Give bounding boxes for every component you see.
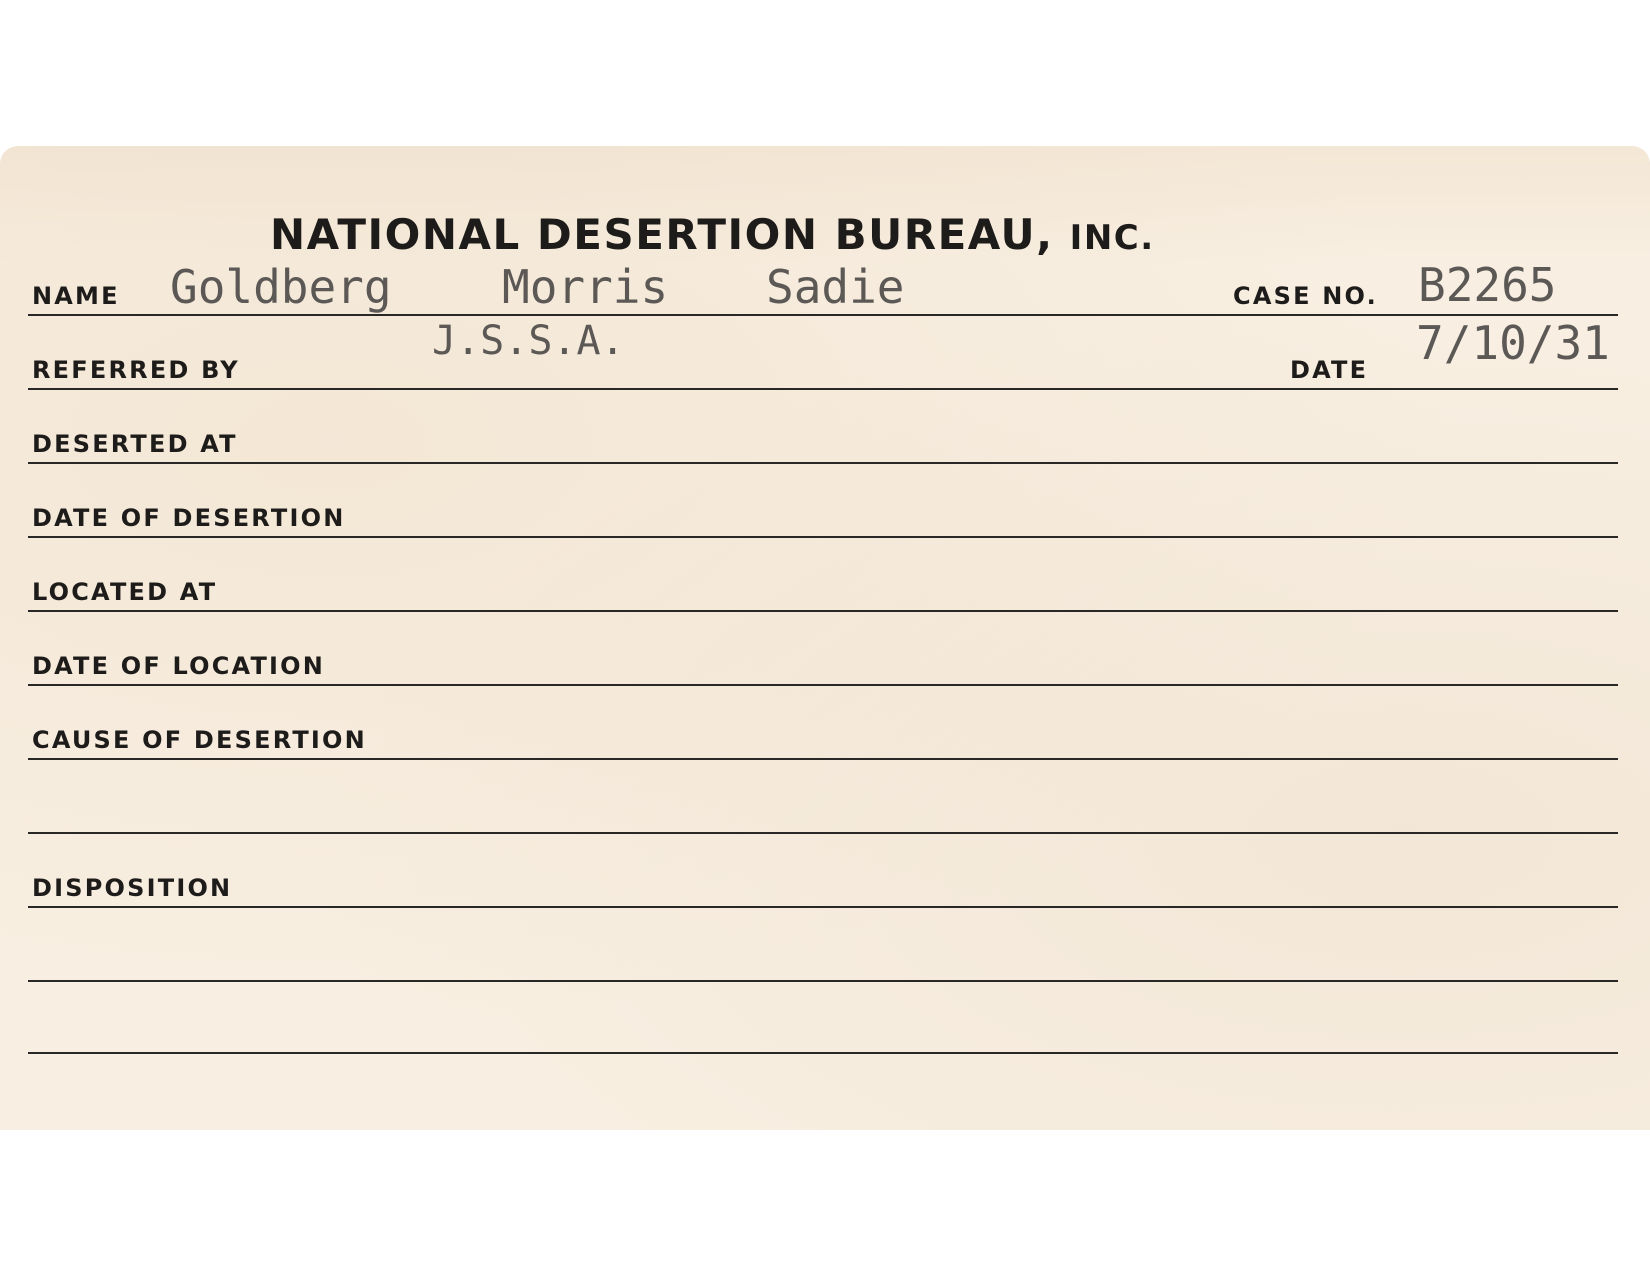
located-at-row xyxy=(28,542,1618,612)
deserted-at-label: DESERTED AT xyxy=(32,430,238,458)
date-value: 7/10/31 xyxy=(1416,316,1610,370)
name-first-value: Morris xyxy=(502,260,669,314)
referred-by-row xyxy=(28,316,1618,390)
case-no-value: B2265 xyxy=(1418,258,1557,312)
referred-by-value: J.S.S.A. xyxy=(432,318,625,364)
name-spouse-value: Sadie xyxy=(766,260,905,314)
case-no-label: CASE NO. xyxy=(1233,282,1378,310)
date-label: DATE xyxy=(1290,356,1369,384)
cause-of-desertion-label: CAUSE OF DESERTION xyxy=(32,726,367,754)
disposition-row xyxy=(28,838,1618,908)
bureau-suffix: INC. xyxy=(1069,218,1155,258)
blank-line xyxy=(28,984,1618,1054)
located-at-label: LOCATED AT xyxy=(32,578,218,606)
bureau-name: NATIONAL DESERTION BUREAU, xyxy=(270,210,1054,259)
referred-by-label: REFERRED BY xyxy=(32,356,240,384)
name-last-value: Goldberg xyxy=(170,260,392,314)
index-card xyxy=(0,146,1650,1130)
name-row xyxy=(28,246,1618,316)
deserted-at-row xyxy=(28,394,1618,464)
blank-line xyxy=(28,764,1618,834)
date-of-desertion-row xyxy=(28,468,1618,538)
cause-of-desertion-row xyxy=(28,690,1618,760)
name-label: NAME xyxy=(32,282,120,310)
date-of-location-label: DATE OF LOCATION xyxy=(32,652,326,680)
date-of-desertion-label: DATE OF DESERTION xyxy=(32,504,346,532)
disposition-label: DISPOSITION xyxy=(32,874,233,902)
blank-line xyxy=(28,912,1618,982)
date-of-location-row xyxy=(28,616,1618,686)
